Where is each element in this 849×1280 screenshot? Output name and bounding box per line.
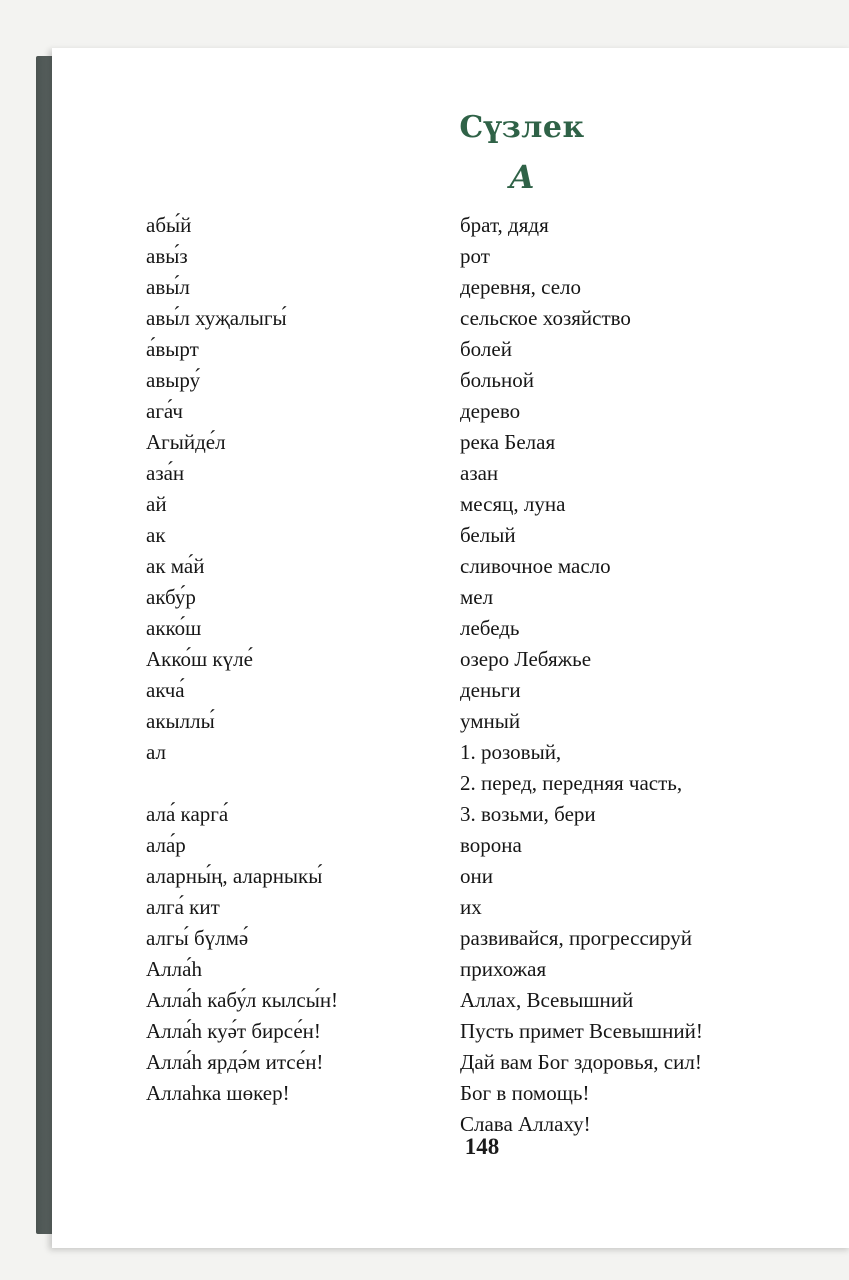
translation: дерево — [460, 399, 521, 423]
term: Алла́һ куә́т бирсе́н! — [146, 1019, 321, 1043]
translation: умный — [460, 709, 521, 733]
term: акко́ш — [146, 616, 202, 640]
term: аларны́ң, аларныкы́ — [146, 864, 323, 888]
term: ала́ карга́ — [146, 802, 229, 826]
translation: 2. перед, передняя часть, — [460, 771, 683, 795]
terms-column — [146, 210, 338, 1109]
term: Аллаһка шөкер! — [146, 1081, 290, 1105]
translation: Дай вам Бог здоровья, сил! — [460, 1050, 702, 1074]
term: акыллы́ — [146, 709, 215, 733]
term: Алла́һ ярдә́м итсе́н! — [146, 1050, 324, 1074]
term: аза́н — [146, 461, 185, 485]
term: Алла́һ — [146, 957, 202, 981]
term: авы́л — [146, 275, 190, 299]
translation: они — [460, 864, 493, 888]
term: ала́р — [146, 833, 186, 857]
translation: Слава Аллаху! — [460, 1112, 591, 1136]
translation: сливочное масло — [460, 554, 611, 578]
term: алга́ кит — [146, 895, 220, 919]
translation: деревня, село — [460, 275, 582, 299]
translation: Пусть примет Всевышний! — [460, 1019, 703, 1043]
translation: рот — [460, 244, 490, 268]
translation: месяц, луна — [460, 492, 566, 516]
term: Алла́һ кабу́л кылсы́н! — [146, 988, 339, 1012]
translation: прихожая — [460, 957, 547, 981]
translations-column — [460, 210, 703, 1140]
translation: брат, дядя — [460, 213, 549, 237]
term: ай — [146, 492, 167, 516]
translation: лебедь — [460, 616, 520, 640]
term: ага́ч — [146, 399, 183, 423]
translation: река Белая — [460, 430, 556, 454]
term: акча́ — [146, 678, 185, 702]
term: акбу́р — [146, 585, 196, 609]
translation: азан — [460, 461, 499, 485]
term: ак ма́й — [146, 554, 205, 578]
term: Агыйде́л — [146, 430, 226, 454]
term: авы́л хуҗалыгы́ — [146, 306, 287, 330]
translation: деньги — [460, 678, 521, 702]
translation: сельское хозяйство — [460, 306, 631, 330]
translation: 3. возьми, бери — [460, 802, 596, 826]
term: авыру́ — [146, 368, 201, 392]
term: алгы́ бүлмә́ — [146, 926, 249, 950]
term: Акко́ш күле́ — [146, 647, 253, 671]
translation: Аллах, Всевышний — [460, 988, 634, 1012]
translation: развивайся, прогрессируй — [460, 926, 692, 950]
translation: 1. розовый, — [460, 740, 562, 764]
page-title: Сүзлек — [459, 110, 585, 145]
translation: мел — [460, 585, 494, 609]
term: а́вырт — [146, 337, 199, 361]
translation: ворона — [460, 833, 522, 857]
term: ак — [146, 523, 166, 547]
translation: Бог в помощь! — [460, 1081, 590, 1105]
translation: больной — [460, 368, 534, 392]
page-number: 148 — [464, 1134, 500, 1159]
term: ал — [146, 740, 166, 764]
translation: озеро Лебяжье — [460, 647, 592, 671]
translation: белый — [460, 523, 516, 547]
term: авы́з — [146, 244, 188, 268]
section-letter: А — [508, 158, 536, 196]
translation: болей — [460, 337, 512, 361]
dictionary-page — [52, 48, 849, 1248]
translation: их — [460, 895, 482, 919]
term: абы́й — [146, 213, 192, 237]
